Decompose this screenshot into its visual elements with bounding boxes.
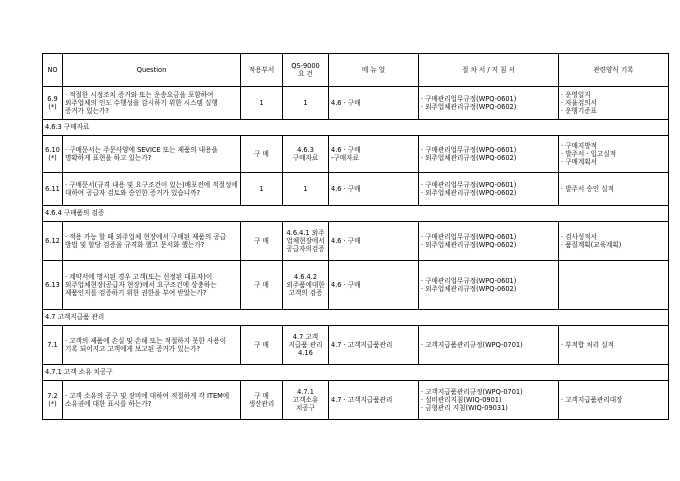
audit-checklist-table bbox=[42, 53, 669, 420]
row-number: 7.2 bbox=[47, 391, 58, 400]
qs-line1: 1 bbox=[303, 98, 308, 107]
cell-forms bbox=[559, 173, 669, 206]
dept-line1: 1 bbox=[259, 98, 264, 107]
header-qs-line1: QS-9000 bbox=[291, 61, 320, 70]
qs-line1: 4.6.3 bbox=[297, 145, 314, 154]
section-row bbox=[43, 206, 669, 222]
cell-forms bbox=[559, 326, 669, 365]
header-forms: 관련양식 기록 bbox=[559, 54, 669, 87]
table-row bbox=[43, 87, 669, 120]
dept-line1: 구 매 bbox=[254, 280, 269, 289]
cell-forms bbox=[559, 87, 669, 120]
question-text: · 구매문서는 주문사양에 SEVICE 또는 제품의 내용을 명확하게 표현을 하고 있는가? bbox=[65, 145, 218, 162]
cell-question bbox=[63, 173, 241, 206]
cell-qs bbox=[283, 173, 329, 206]
cell-dept bbox=[241, 261, 283, 310]
row-marker: (*) bbox=[48, 103, 57, 111]
table-row bbox=[43, 173, 669, 206]
cell-menu bbox=[329, 326, 419, 365]
question-text: · 구매문서(규격 내용 및 요구조건이 있는)배포전에 적절성에 대하여 공급자 검토와 승인한 증거가 있습니까? bbox=[65, 180, 238, 197]
table-row bbox=[43, 326, 669, 365]
cell-menu bbox=[329, 87, 419, 120]
cell-menu bbox=[329, 222, 419, 261]
forms-line3: · 운행기준표 bbox=[561, 107, 598, 116]
procedure-line2: · 외주업체관리규정(WPQ-0602) bbox=[421, 154, 517, 162]
cell-procedure bbox=[419, 381, 559, 420]
dept-line1: 구 매 bbox=[254, 391, 269, 400]
table-row bbox=[43, 222, 669, 261]
cell-no bbox=[43, 326, 63, 365]
procedure-line1: · 구매관리업무규정(WPQ-0601) bbox=[421, 180, 517, 189]
qs-line1: 4.6.4.1 외주 bbox=[286, 228, 325, 237]
procedure-line1: · 고객지급품관리규정(WPQ-0701) bbox=[421, 340, 523, 349]
cell-dept bbox=[241, 136, 283, 173]
menu-line2: -구매자료 bbox=[331, 154, 359, 162]
cell-question bbox=[63, 381, 241, 420]
qs-line1: 1 bbox=[303, 184, 308, 193]
forms-line2: · 품질계획(교육계획) bbox=[561, 241, 622, 249]
cell-no bbox=[43, 261, 63, 310]
question-text: · 적용 가능 할 때 외주업체 현장에서 구매된 제품의 공급 방법 및 할당 검증을 규격화 했고 문서화 했는가? bbox=[65, 232, 227, 249]
cell-menu bbox=[329, 261, 419, 310]
section-heading: 4.7.1 고객 소유 치공구 bbox=[43, 365, 669, 381]
header-row bbox=[43, 54, 669, 87]
cell-dept bbox=[241, 381, 283, 420]
qs-line2: 외주품에대한 bbox=[286, 280, 325, 289]
cell-question bbox=[63, 261, 241, 310]
section-row bbox=[43, 310, 669, 326]
procedure-line2: · 외주업체관리규정(WPQ-0602) bbox=[421, 241, 517, 249]
header-qs bbox=[283, 54, 329, 87]
menu-line1: 4.6 · 구매 bbox=[331, 184, 361, 193]
qs-line3: 치공구 bbox=[295, 404, 316, 413]
qs-line1: 4.7 고객 bbox=[292, 332, 319, 341]
cell-question bbox=[63, 326, 241, 365]
question-text: · 계약서에 명시된 경우 고객(또는 선정된 대표자)이 외주업체현장(공급자 현장)에서 요구조건에 상충하는 제품인지를 검증하기 위한 권한을 부여 받았는가? bbox=[65, 272, 217, 298]
menu-line1: 4.6 · 구매 bbox=[331, 145, 361, 154]
cell-no bbox=[43, 222, 63, 261]
cell-forms bbox=[559, 261, 669, 310]
qs-line2: 지급품 관리 bbox=[288, 340, 323, 349]
cell-forms bbox=[559, 136, 669, 173]
header-menu: 메 뉴 얼 bbox=[329, 54, 419, 87]
question-text: · 적절한 시정조치 증거와 또는 운송요금을 포함하여 외주업체의 인도 수행성을 감시하기 위한 시스템 실행 증거가 있는가? bbox=[65, 90, 218, 116]
row-marker: (*) bbox=[48, 400, 57, 408]
question-text: · 고객 소유의 공구 및 장비에 대하여 적절하게 각 ITEM에 소유권에 대한 표시를 하는가? bbox=[65, 391, 230, 408]
cell-procedure bbox=[419, 261, 559, 310]
cell-procedure bbox=[419, 87, 559, 120]
procedure-line2: · 설비관리지침(WIQ-0901) bbox=[421, 395, 502, 404]
cell-procedure bbox=[419, 136, 559, 173]
section-heading: 4.6.4 구매품의 검증 bbox=[43, 206, 669, 222]
section-row bbox=[43, 120, 669, 136]
row-marker: (*) bbox=[48, 154, 57, 162]
section-heading: 4.6.3 구매자료 bbox=[43, 120, 669, 136]
procedure-line1: · 구매관리업무규정(WPQ-0601) bbox=[421, 145, 517, 154]
forms-line2: · 발주서 · 입고실적 bbox=[561, 149, 617, 158]
menu-line1: 4.6 · 구매 bbox=[331, 280, 361, 289]
qs-line3: 4.16 bbox=[298, 349, 313, 358]
cell-dept bbox=[241, 222, 283, 261]
cell-menu bbox=[329, 381, 419, 420]
header-question: Question bbox=[63, 54, 241, 87]
menu-line1: 4.6 · 구매 bbox=[331, 98, 361, 107]
row-number: 6.13 bbox=[45, 280, 60, 289]
forms-line1: · 검사성적서 bbox=[561, 232, 598, 241]
row-number: 6.11 bbox=[45, 184, 60, 193]
cell-qs bbox=[283, 381, 329, 420]
header-dept: 적용부서 bbox=[241, 54, 283, 87]
cell-no bbox=[43, 136, 63, 173]
forms-line1: · 운영일지 bbox=[561, 90, 591, 99]
forms-line1: · 고객지급품관리대장 bbox=[561, 395, 623, 404]
procedure-line1: · 구매관리업무규정(WPQ-0601) bbox=[421, 94, 517, 103]
header-procedure: 절 차 서 / 지 침 서 bbox=[419, 54, 559, 87]
cell-qs bbox=[283, 326, 329, 365]
cell-procedure bbox=[419, 326, 559, 365]
table-row bbox=[43, 381, 669, 420]
menu-line1: 4.7 · 고객지급품관리 bbox=[331, 395, 393, 404]
qs-line3: 공급자의검증 bbox=[286, 245, 325, 254]
cell-dept bbox=[241, 326, 283, 365]
cell-forms bbox=[559, 222, 669, 261]
row-number: 6.9 bbox=[47, 94, 58, 103]
procedure-line1: · 구매관리업무규정(WPQ-0601) bbox=[421, 276, 517, 285]
row-number: 6.12 bbox=[45, 236, 60, 245]
dept-line2: 생산관리 bbox=[248, 400, 275, 408]
cell-menu bbox=[329, 136, 419, 173]
cell-qs bbox=[283, 136, 329, 173]
qs-line2: 고객소유 bbox=[292, 395, 319, 404]
qs-line1: 4.7.1 bbox=[297, 387, 314, 396]
forms-line2: · 자율검의서 bbox=[561, 98, 598, 107]
header-qs-line2: 요 건 bbox=[298, 70, 313, 78]
cell-question bbox=[63, 136, 241, 173]
section-row bbox=[43, 365, 669, 381]
cell-forms bbox=[559, 381, 669, 420]
menu-line1: 4.7 · 고객지급품관리 bbox=[331, 340, 393, 349]
dept-line1: 구 매 bbox=[254, 340, 269, 349]
section-heading: 4.7 고객지급품 관리 bbox=[43, 310, 669, 326]
cell-menu bbox=[329, 173, 419, 206]
procedure-line1: · 구매관리업무규정(WPQ-0601) bbox=[421, 232, 517, 241]
dept-line1: 1 bbox=[259, 184, 264, 193]
cell-qs bbox=[283, 261, 329, 310]
cell-dept bbox=[241, 87, 283, 120]
forms-line1: · 부적합 처리 실적 bbox=[561, 340, 614, 349]
procedure-line3: · 금형관리 지침(WIQ-09031) bbox=[421, 404, 508, 413]
qs-line3: 고객의 검증 bbox=[288, 289, 323, 298]
cell-no bbox=[43, 173, 63, 206]
cell-qs bbox=[283, 222, 329, 261]
table-row bbox=[43, 136, 669, 173]
table-row bbox=[43, 261, 669, 310]
procedure-line2: · 외주업체관리규정(WPQ-0602) bbox=[421, 285, 517, 293]
question-text: · 고객의 제품에 손실 및 손해 또는 적절하지 못한 사용이 기록 되어지고 고객에게 보고된 증거가 있는가? bbox=[65, 336, 227, 353]
procedure-line1: · 고객지급품관리규정(WPQ-0701) bbox=[421, 387, 523, 396]
cell-question bbox=[63, 87, 241, 120]
procedure-line2: · 외주업체관리규정(WPQ-0602) bbox=[421, 189, 517, 197]
forms-line1: · 발주서 승인 실적 bbox=[561, 184, 614, 193]
header-no: NO bbox=[43, 54, 63, 87]
cell-question bbox=[63, 222, 241, 261]
cell-procedure bbox=[419, 173, 559, 206]
cell-no bbox=[43, 87, 63, 120]
dept-line1: 구 매 bbox=[254, 236, 269, 245]
cell-dept bbox=[241, 173, 283, 206]
forms-line1: · 구매지방적 bbox=[561, 141, 598, 150]
row-number: 6.10 bbox=[45, 145, 60, 154]
qs-line1: 4.6.4.2 bbox=[293, 272, 318, 281]
procedure-line2: · 외주업체관리규정(WPQ-0602) bbox=[421, 103, 517, 111]
cell-procedure bbox=[419, 222, 559, 261]
forms-line3: · 구매계획서 bbox=[561, 158, 598, 167]
menu-line1: 4.6 · 구매 bbox=[331, 236, 361, 245]
cell-no bbox=[43, 381, 63, 420]
cell-qs bbox=[283, 87, 329, 120]
dept-line1: 구 매 bbox=[254, 149, 269, 158]
row-number: 7.1 bbox=[47, 340, 58, 349]
qs-line2: 구매자료 bbox=[292, 154, 319, 162]
qs-line2: 업체현장에서 bbox=[286, 236, 325, 245]
